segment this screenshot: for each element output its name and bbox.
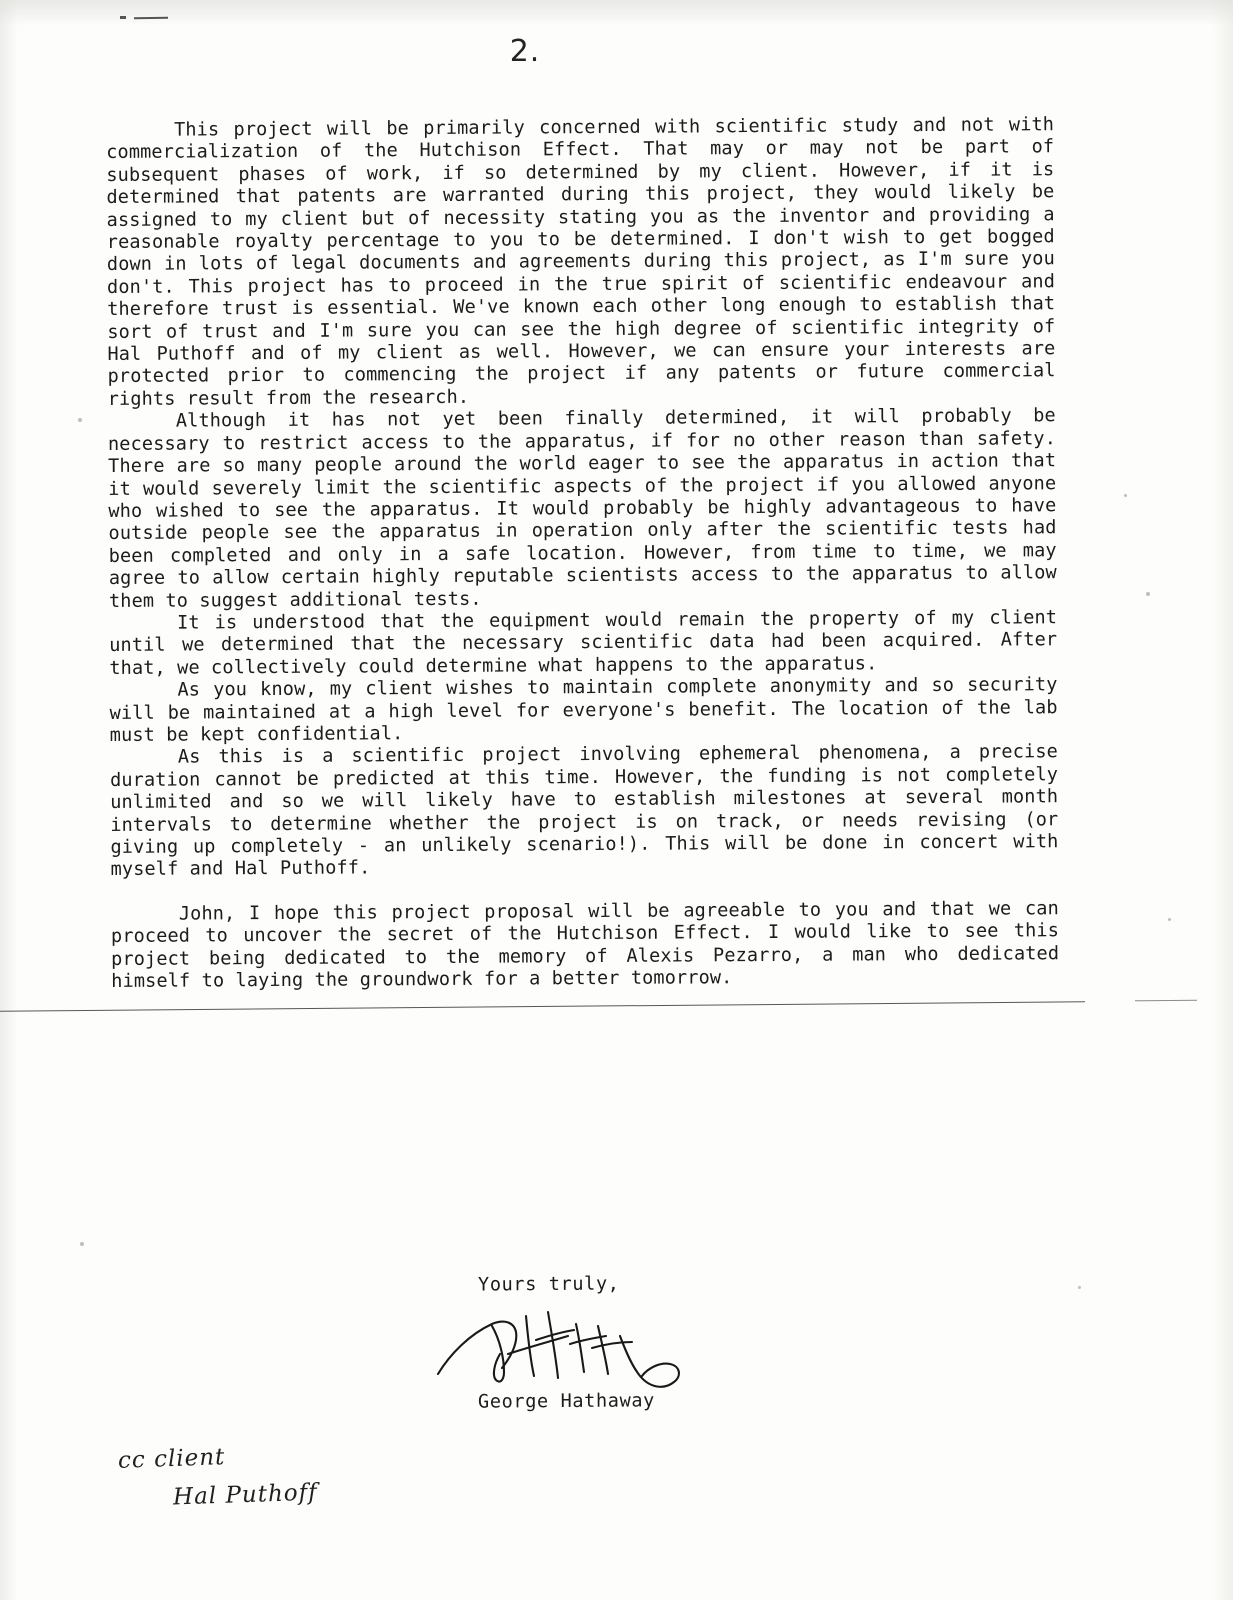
paragraph-5: As this is a scientific project involving ephemeral phenomena, a precise duration cannot be predicted at this time. However, the funding is not completely unlimited and so we will likely have to establish milestones at several month intervals to determine whether the project is on track, or needs revising (or giving up completely - an unlikely scenario!). This will be done in concert with myself and Hal Puthoff. [109,741,1059,881]
cc-note-line-2: Hal Puthoff [172,1479,319,1511]
paragraph-6: John, I hope this project proposal will be agreeable to you and that we can proceed to uncover the secret of the Hutchison Effect. I would like to see this project being dedicated to the memory of Alexis Pezarro, a man who dedicated himself to laying the groundwork for a better tomorrow. [110,898,1060,993]
scan-speck [1146,592,1150,596]
scan-speck [80,1242,84,1246]
scan-speck [1078,1286,1081,1289]
scan-edge-shading-top [0,0,1233,26]
scan-edge-shading-left [0,0,18,1600]
closing-salutation: Yours truly, [477,1273,620,1296]
handwritten-cc-note [118,1438,458,1548]
paragraph-1: This project will be primarily concerned with scientific study and not with commercialization of the Hutchison Effect. That may or may not be part of subsequent phases of work, if so determined by my client. However, if it is determined that patents are warranted during this project, they would likely be assigned to my client but of necessity stating you as the inventor and providing a reasonable royalty percentage to you to be determined. I don't wish to get bogged down in lots of legal documents and agreements during this project, as I'm sure you don't. This project has to proceed in the true spirit of scientific endeavour and therefore trust is essential. We've known each other long enough to establish that sort of trust and I'm sure you can see the high degree of scientific integrity of Hal Puthoff and of my client as well. However, we can ensure your interests are protected prior to commencing the project if any patents or future commercial rights result from the research. [106,114,1056,410]
letter-body [106,114,1059,993]
page-crease-line [0,1001,1085,1011]
scan-edge-shading-right [1211,0,1233,1600]
paragraph-2: Although it has not yet been finally determined, it will probably be necessary to restrict access to the apparatus, if for no other reason than safety. There are so many people around the world eager to see the apparatus in action that it would severely limit the scientific aspects of the project if you allowed anyone who wished to see the apparatus. It would probably be highly advantageous to have outside people see the apparatus in operation only after the scientific tests had been completed and only in a safe location. However, from time to time, we may agree to allow certain highly reputable scientists access to the apparatus to allow them to suggest additional tests. [107,405,1057,612]
handwritten-signature [430,1296,730,1406]
signer-name: George Hathaway [477,1390,655,1413]
top-stray-pencil-mark [120,10,190,20]
page-number: 2. [509,34,541,69]
paragraph-4: As you know, my client wishes to maintain complete anonymity and so security will be maintained at a high level for everyone's benefit. The location of the lab must be kept confidential. [109,674,1058,746]
cc-note-line-1: cc client [117,1444,226,1474]
scan-speck [78,418,82,422]
scan-speck [1168,918,1171,921]
page-crease-line-right [1135,1000,1197,1002]
scan-speck [1124,494,1127,497]
paragraph-3: It is understood that the equipment would remain the property of my client until we determined that the necessary scientific data had been acquired. After that, we collectively could determine what happens to the apparatus. [109,607,1058,679]
